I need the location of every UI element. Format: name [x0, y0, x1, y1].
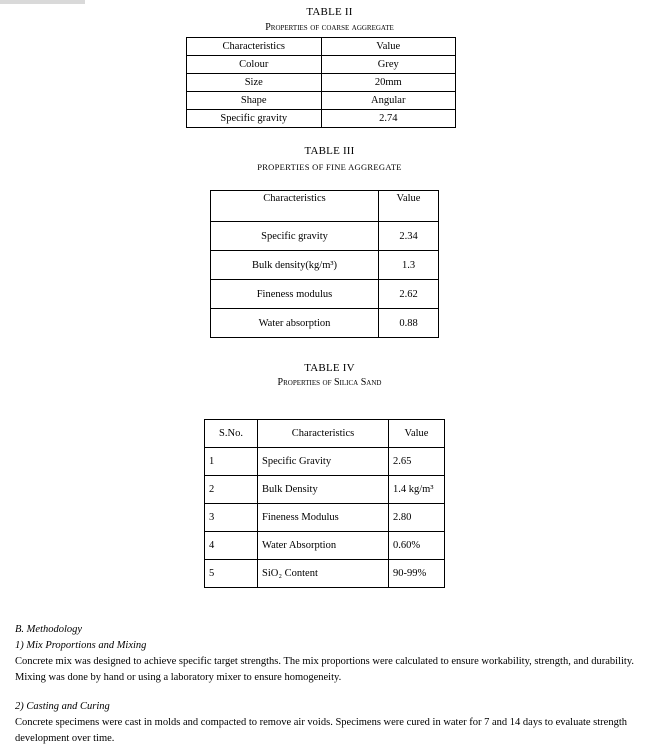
table-cell: 1.4 kg/m³ — [389, 476, 445, 504]
table-row — [211, 251, 439, 280]
table-cell: Specific gravity — [211, 222, 379, 251]
table-cell: 0.88 — [379, 309, 439, 338]
table-header-cell: Characteristics — [211, 191, 379, 222]
table-row — [187, 92, 456, 110]
table-header-cell: Value — [379, 191, 439, 222]
table-cell: 1 — [205, 448, 258, 476]
table-header-cell: Characteristics — [187, 38, 322, 56]
table4-label: TABLE IV — [304, 362, 355, 374]
table-row — [187, 56, 456, 74]
table-cell: 2.62 — [379, 280, 439, 309]
table-row — [205, 448, 445, 476]
table-header-cell: S.No. — [205, 420, 258, 448]
table-row — [187, 74, 456, 92]
table-cell: 2.80 — [389, 504, 445, 532]
table-cell: Specific Gravity — [258, 448, 389, 476]
table2 — [186, 37, 456, 128]
table-row — [211, 191, 439, 222]
table-cell: Specific gravity — [187, 110, 322, 128]
table-row — [187, 38, 456, 56]
paragraph-casting: Concrete specimens were cast in molds and compacted to remove air voids. Specimens were cured in water for 7 and 14 days to evaluate strength development over time. — [15, 717, 628, 744]
table-row — [205, 476, 445, 504]
table-cell: 0.60% — [389, 532, 445, 560]
table-row — [211, 280, 439, 309]
table-cell: Water absorption — [211, 309, 379, 338]
table-cell: Fineness modulus — [211, 280, 379, 309]
table-cell: 2.65 — [389, 448, 445, 476]
table-cell: SiO₂ Content — [258, 560, 389, 588]
table-cell: 5 — [205, 560, 258, 588]
table-cell: Bulk density(kg/m³) — [211, 251, 379, 280]
table-cell: Shape — [187, 92, 322, 110]
table4 — [204, 419, 445, 588]
table-cell: Fineness Modulus — [258, 504, 389, 532]
table-cell: 2 — [205, 476, 258, 504]
table-cell: Grey — [321, 56, 456, 74]
table-cell: 20mm — [321, 74, 456, 92]
table4-title: Properties of Silica Sand — [277, 377, 382, 388]
table-row — [205, 420, 445, 448]
subsection-heading-casting: 2) Casting and Curing — [15, 701, 110, 712]
table-cell: Colour — [187, 56, 322, 74]
table-cell: 2.74 — [321, 110, 456, 128]
table-row — [211, 222, 439, 251]
table-row — [205, 504, 445, 532]
subsection-heading-mix: 1) Mix Proportions and Mixing — [15, 640, 147, 651]
table-cell: 3 — [205, 504, 258, 532]
table-row — [211, 309, 439, 338]
paragraph-mix: Concrete mix was designed to achieve specific target strengths. The mix proportions were calculated to ensure workability, strength, and durability. Mixing was done by hand or using a laboratory mixer to ensure homogeneity. — [15, 656, 635, 683]
table3-label: TABLE III — [304, 145, 355, 157]
table-cell: 2.34 — [379, 222, 439, 251]
table-cell: Bulk Density — [258, 476, 389, 504]
table-cell: 1.3 — [379, 251, 439, 280]
table2-label: TABLE II — [306, 6, 353, 18]
table-header-cell: Value — [321, 38, 456, 56]
table-header-cell: Characteristics — [258, 420, 389, 448]
section-heading: B. Methodology — [15, 624, 83, 635]
table-cell: Water Absorption — [258, 532, 389, 560]
table-cell: 90-99% — [389, 560, 445, 588]
table-row — [187, 110, 456, 128]
table2-title: Properties of coarse aggregate — [265, 22, 394, 33]
table3-title: PROPERTIES OF FINE AGGREGATE — [257, 162, 402, 172]
table-row — [205, 560, 445, 588]
table-header-cell: Value — [389, 420, 445, 448]
table-cell: Angular — [321, 92, 456, 110]
table3 — [210, 190, 439, 338]
table-cell: 4 — [205, 532, 258, 560]
top-edge-strip — [0, 0, 85, 4]
table-cell: Size — [187, 74, 322, 92]
table-row — [205, 532, 445, 560]
